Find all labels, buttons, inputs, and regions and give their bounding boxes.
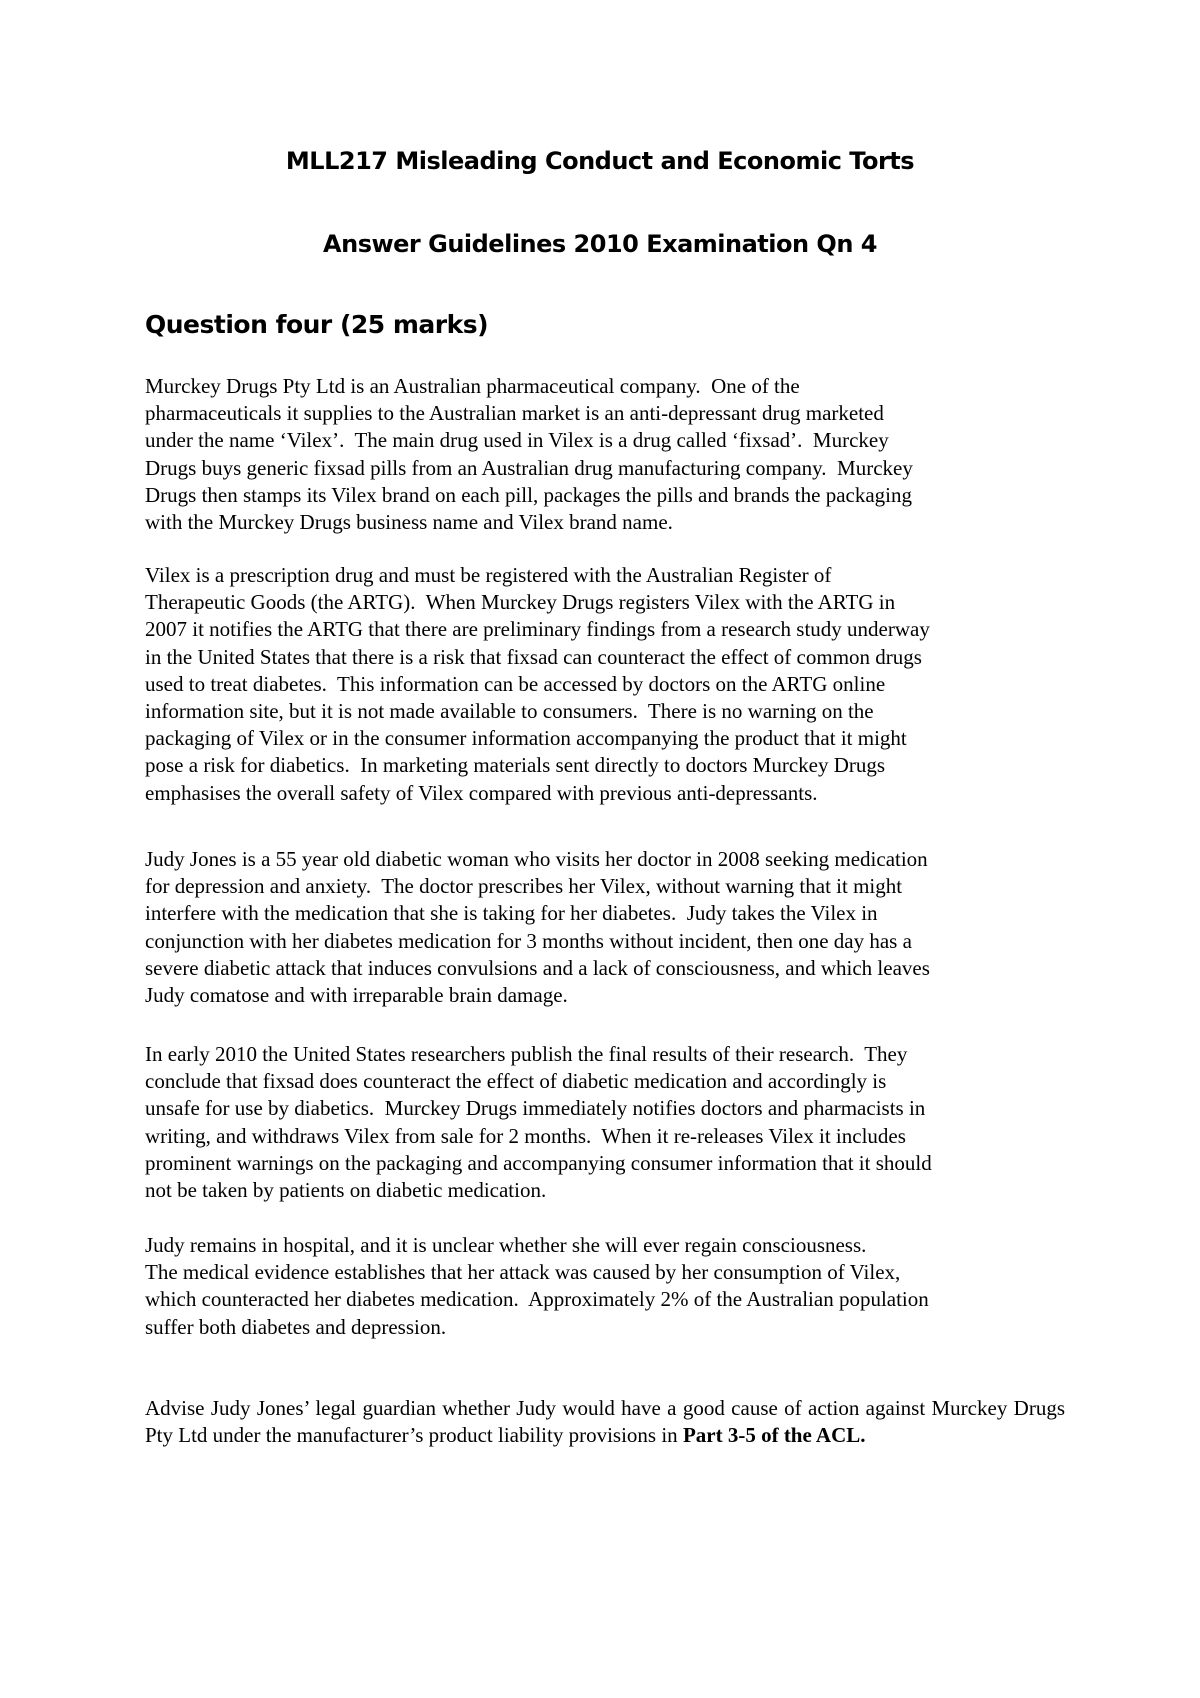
paragraph-line: Drugs buys generic fixsad pills from an Australian drug manufacturing company. Murckey bbox=[145, 455, 913, 480]
question-heading: Question four (25 marks) bbox=[145, 310, 489, 339]
paragraph-line: used to treat diabetes. This information can be accessed by doctors on the ARTG online bbox=[145, 671, 886, 696]
paragraph-line: conjunction with her diabetes medication for 3 months without incident, then one day has a bbox=[145, 928, 912, 953]
paragraph-line: In early 2010 the United States researchers publish the final results of their research. They bbox=[145, 1042, 908, 1066]
paragraph-line: packaging of Vilex or in the consumer information accompanying the product that it might bbox=[145, 726, 907, 751]
paragraph-line: Judy Jones is a 55 year old diabetic woman who visits her doctor in 2008 seeking medication bbox=[145, 847, 928, 871]
paragraph-line: pharmaceuticals it supplies to the Australian market is an anti-depressant drug marketed bbox=[145, 401, 884, 426]
paragraph-line: interfere with the medication that she is taking for her diabetes. Judy takes the Vilex in bbox=[145, 901, 878, 926]
document-subtitle: Answer Guidelines 2010 Examination Qn 4 bbox=[323, 230, 877, 258]
paragraph-line: Judy remains in hospital, and it is unclear whether she will ever regain consciousness. bbox=[145, 1233, 867, 1257]
paragraph-line: 2007 it notifies the ARTG that there are preliminary findings from a research study underway bbox=[145, 617, 930, 642]
paragraph-line: Drugs then stamps its Vilex brand on each pill, packages the pills and brands the packaging bbox=[145, 482, 913, 507]
paragraph-line: conclude that fixsad does counteract the effect of diabetic medication and accordingly is bbox=[145, 1069, 887, 1094]
paragraph-line: not be taken by patients on diabetic medication. bbox=[145, 1178, 547, 1203]
paragraph-line: Judy comatose and with irreparable brain damage. bbox=[145, 983, 568, 1008]
document-title: MLL217 Misleading Conduct and Economic Torts bbox=[285, 147, 915, 175]
paragraph-line: Murckey Drugs Pty Ltd is an Australian pharmaceutical company. One of the bbox=[145, 374, 800, 398]
paragraph-line: Therapeutic Goods (the ARTG). When Murckey Drugs registers Vilex with the ARTG in bbox=[145, 590, 896, 615]
instruction-text: Advise Judy Jones’ legal guardian whether Judy would have a good cause of action against Murckey Drugs Pty Ltd under the manufacturer’s product liability provisions in bbox=[145, 1396, 1065, 1448]
paragraph-line: in the United States that there is a risk that fixsad can counteract the effect of common drugs bbox=[145, 644, 922, 669]
paragraph-line: under the name ‘Vilex’. The main drug used in Vilex is a drug called ‘fixsad’. Murckey bbox=[145, 428, 889, 453]
question-paragraph bbox=[145, 846, 1065, 1009]
paragraph-line: suffer both diabetes and depression. bbox=[145, 1314, 447, 1339]
question-paragraph bbox=[145, 1232, 1065, 1341]
paragraph-line: pose a risk for diabetics. In marketing materials sent directly to doctors Murckey Drugs bbox=[145, 753, 886, 778]
paragraph-line: Vilex is a prescription drug and must be registered with the Australian Register of bbox=[145, 563, 832, 587]
paragraph-line: with the Murckey Drugs business name and Vilex brand name. bbox=[145, 510, 673, 535]
question-paragraph bbox=[145, 1041, 1065, 1204]
paragraph-line: unsafe for use by diabetics. Murckey Drugs immediately notifies doctors and pharmacists in bbox=[145, 1096, 926, 1121]
paragraph-line: prominent warnings on the packaging and accompanying consumer information that it should bbox=[145, 1150, 932, 1175]
paragraph-line: emphasises the overall safety of Vilex compared with previous anti-depressants. bbox=[145, 780, 818, 805]
question-paragraph bbox=[145, 373, 1065, 536]
paragraph-line: severe diabetic attack that induces convulsions and a lack of consciousness, and which leaves bbox=[145, 955, 930, 980]
paragraph-line: The medical evidence establishes that her attack was caused by her consumption of Vilex, bbox=[145, 1260, 901, 1285]
question-instruction bbox=[145, 1395, 1065, 1449]
paragraph-line: which counteracted her diabetes medication. Approximately 2% of the Australian population bbox=[145, 1287, 929, 1312]
question-paragraph bbox=[145, 562, 1065, 807]
instruction-emphasis: Part 3-5 of the ACL. bbox=[682, 1423, 866, 1448]
paragraph-line: for depression and anxiety. The doctor prescribes her Vilex, without warning that it might bbox=[145, 874, 903, 899]
paragraph-line: information site, but it is not made available to consumers. There is no warning on the bbox=[145, 699, 874, 724]
paragraph-line: writing, and withdraws Vilex from sale for 2 months. When it re-releases Vilex it includes bbox=[145, 1123, 906, 1148]
